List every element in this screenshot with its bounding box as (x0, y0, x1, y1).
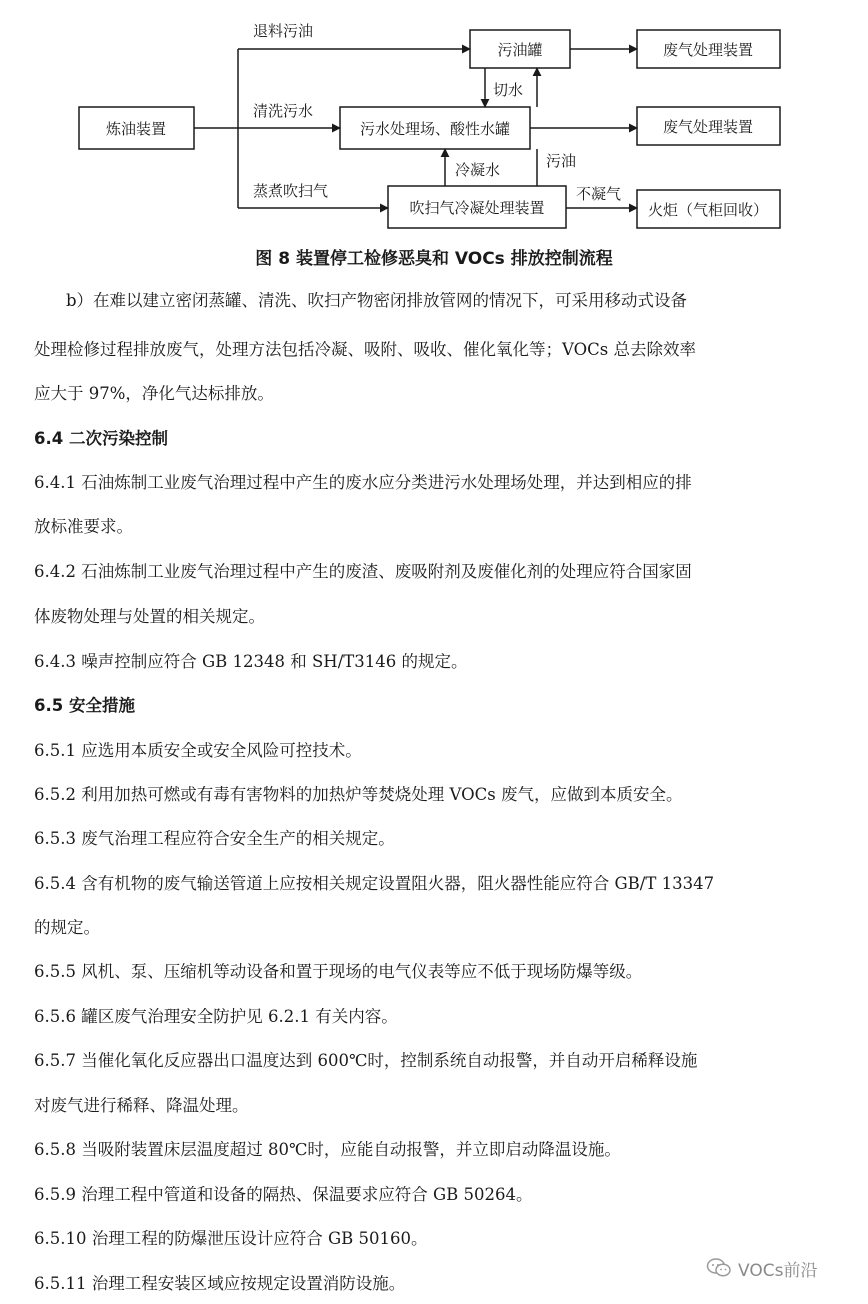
watermark (706, 1254, 817, 1282)
label-condenser: 吹扫气冷凝处理装置 (409, 199, 545, 217)
text-line: 6.5.10 治理工程的防爆泄压设计应符合 GB 50160。 (34, 1229, 428, 1248)
label-wash-water: 清洗污水 (253, 102, 314, 120)
label-wwtp: 污水处理场、酸性水罐 (359, 120, 511, 138)
text-line: 处理检修过程排放废气，处理方法包括冷凝、吸附、吸收、催化氧化等；VOCs 总去除效率 (34, 340, 696, 359)
watermark-text: VOCs前沿 (738, 1260, 818, 1281)
text-line: 对废气进行稀释、降温处理。 (34, 1096, 249, 1115)
figure-caption: 图 8 装置停工检修恶臭和 VOCs 排放控制流程 (255, 249, 613, 269)
text-line: 体废物处理与处置的相关规定。 (34, 607, 265, 626)
text-line: 6.5.8 当吸附装置床层温度超过 80℃时，应能自动报警，并立即启动降温设施。 (34, 1140, 621, 1159)
label-condensate: 冷凝水 (455, 161, 501, 179)
text-line: b）在难以建立密闭蒸罐、清洗、吹扫产物密闭排放管网的情况下，可采用移动式设备 (66, 291, 688, 310)
text-line: 6.5.4 含有机物的废气输送管道上应按相关规定设置阻火器，阻火器性能应符合 GB/T 13347 (34, 874, 715, 893)
wechat-icon (706, 1257, 732, 1279)
text-line: 应大于 97%，净化气达标排放。 (34, 384, 274, 403)
text-line: 6.5.5 风机、泵、压缩机等动设备和置于现场的电气仪表等应不低于现场防爆等级。 (34, 962, 643, 981)
section-heading: 6.4 二次污染控制 (34, 429, 168, 448)
text-line: 6.5.2 利用加热可燃或有毒有害物料的加热炉等焚烧处理 VOCs 废气，应做到本质安全。 (34, 785, 683, 804)
text-line: 6.5.1 应选用本质安全或安全风险可控技术。 (34, 741, 362, 760)
text-line: 6.4.2 石油炼制工业废气治理过程中产生的废渣、废吸附剂及废催化剂的处理应符合国家固 (34, 562, 692, 581)
flow-diagram (0, 0, 868, 240)
text-line: 6.5.6 罐区废气治理安全防护见 6.2.1 有关内容。 (34, 1007, 398, 1026)
text-line: 的规定。 (34, 918, 100, 937)
label-returned-oil: 退料污油 (253, 22, 314, 40)
label-oil-tank: 污油罐 (497, 41, 543, 59)
label-dirty-oil: 污油 (546, 152, 577, 170)
text-line: 6.5.9 治理工程中管道和设备的隔热、保温要求应符合 GB 50264。 (34, 1185, 533, 1204)
text-line: 6.5.11 治理工程安装区域应按规定设置消防设施。 (34, 1274, 406, 1293)
label-flare: 火炬（气柜回收） (647, 201, 769, 219)
text-line: 6.5.3 废气治理工程应符合安全生产的相关规定。 (34, 829, 395, 848)
text-line: 6.5.7 当催化氧化反应器出口温度达到 600℃时，控制系统自动报警，并自动开启稀释设施 (34, 1051, 698, 1070)
label-refinery: 炼油装置 (105, 120, 167, 138)
label-gas-treat-1: 废气处理装置 (662, 41, 754, 59)
label-gas-treat-2: 废气处理装置 (662, 118, 754, 136)
label-steam-purge: 蒸煮吹扫气 (253, 182, 329, 200)
label-cut-water: 切水 (493, 81, 524, 99)
text-line: 放标准要求。 (34, 517, 133, 536)
section-heading: 6.5 安全措施 (34, 696, 135, 715)
label-non-condensable: 不凝气 (576, 185, 622, 203)
text-line: 6.4.3 噪声控制应符合 GB 12348 和 SH/T3146 的规定。 (34, 652, 468, 671)
text-line: 6.4.1 石油炼制工业废气治理过程中产生的废水应分类进污水处理场处理，并达到相应的排 (34, 473, 692, 492)
